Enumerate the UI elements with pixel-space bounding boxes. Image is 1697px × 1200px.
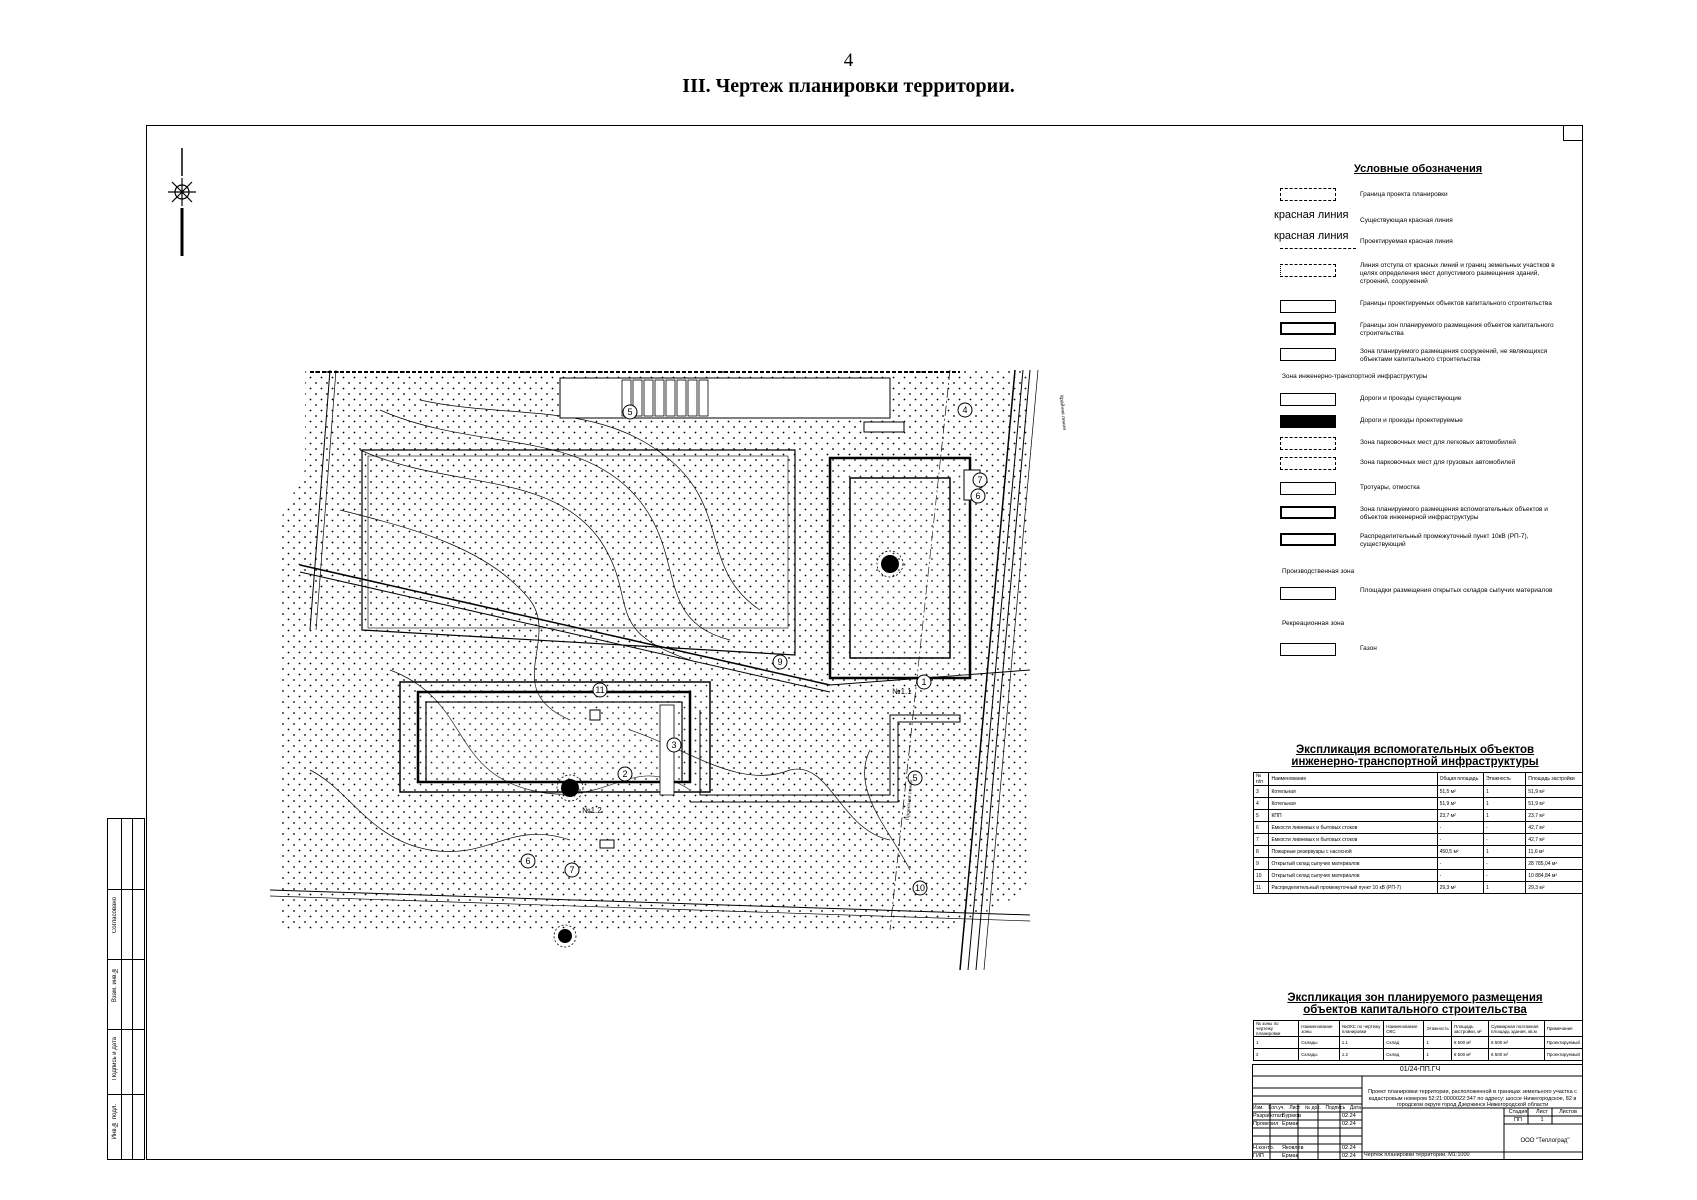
drawing-name: Чертеж планировки территории, М1:1000	[1364, 1152, 1470, 1158]
table-cell: Проектируемый	[1544, 1037, 1582, 1049]
legend-item	[1264, 230, 1564, 260]
table-row	[1254, 882, 1583, 894]
table-cell: 3	[1254, 786, 1269, 798]
zone-table-header	[1254, 1021, 1583, 1037]
role-norm-control: Н.контр.	[1253, 1145, 1275, 1151]
role-gip: ГИП	[1253, 1153, 1264, 1159]
table-cell: 450,5 м²	[1437, 846, 1483, 858]
table-header-cell: Площадь застройки, м²	[1451, 1021, 1488, 1037]
table-cell: 11,6 м²	[1526, 846, 1583, 858]
stamp-sign-label: Подпись и дата	[112, 1037, 118, 1081]
legend-symbol	[1280, 322, 1336, 335]
table-header-cell: № п/п	[1254, 773, 1269, 786]
legend-symbol	[1280, 506, 1336, 519]
table-header-cell: Примечание	[1544, 1021, 1582, 1037]
table-cell: -	[1483, 858, 1525, 870]
table-row	[1254, 1037, 1583, 1049]
table-header-cell: №ОКС по чертежу планировки	[1339, 1021, 1383, 1037]
table-cell: 10	[1254, 870, 1269, 882]
table-header-cell: Общая площадь	[1437, 773, 1483, 786]
table-cell: 42,7 м²	[1526, 822, 1583, 834]
table-cell: Открытый склад сыпучих материалов	[1269, 858, 1437, 870]
legend-text: Газон	[1360, 645, 1377, 652]
table-cell: 51,9 м²	[1526, 798, 1583, 810]
table-cell: 7	[1254, 834, 1269, 846]
table-cell: Пожарные резервуары с насосной	[1269, 846, 1437, 858]
table-cell: -	[1437, 822, 1483, 834]
table-cell: 23,7 м²	[1526, 810, 1583, 822]
zone-table	[1253, 1020, 1583, 1061]
table-row	[1254, 834, 1583, 846]
table-cell: Емкости ливневых и бытовых стоков	[1269, 822, 1437, 834]
legend-text: Границы проектируемых объектов капитального строительства	[1360, 300, 1552, 307]
legend-text: Зона парковочных мест для грузовых автомобилей	[1360, 459, 1516, 466]
table-cell: 1	[1483, 798, 1525, 810]
legend-text: Линия отступа от красных линий и границ земельных участков в целях определения мест допустимого размещения зданий, строений, сооружений	[1360, 262, 1555, 285]
role-developer: Разработал	[1253, 1113, 1283, 1119]
table-cell: Распределительный промежуточный пункт 10 кВ (РП-7)	[1269, 882, 1437, 894]
svg-text:6: 6	[975, 491, 981, 501]
table-cell: -	[1437, 858, 1483, 870]
red-line-symbol: красная линия	[1274, 230, 1349, 242]
legend-text: Зона планируемого размещения сооружений, не являющихся объектами капитального строительства	[1360, 348, 1548, 363]
name-norm-control: Яковлев	[1282, 1145, 1304, 1151]
page-title: III. Чертеж планировки территории.	[682, 75, 1015, 97]
table-cell: 51,9 м²	[1437, 798, 1483, 810]
aux-table-title-line-1: Экспликация вспомогательных объектов	[1295, 744, 1535, 756]
table-row	[1254, 810, 1583, 822]
zone-table-title-line-1: Экспликация зон планируемого размещения	[1287, 992, 1543, 1004]
road-label-right: Крайняя линия	[1058, 395, 1068, 431]
side-stamp	[107, 818, 145, 1160]
stamp-inv-label: Инв.№ подл.	[112, 1104, 118, 1140]
table-header-cell: № зоны по чертежу планировки	[1254, 1021, 1299, 1037]
table-cell: 1	[1254, 1037, 1299, 1049]
legend-item	[1264, 587, 1564, 611]
svg-text:2: 2	[622, 769, 628, 779]
table-cell: 6 500 м²	[1489, 1037, 1545, 1049]
legend-item	[1264, 262, 1564, 286]
table-header-cell: Площадь застройки	[1526, 773, 1583, 786]
svg-text:3: 3	[671, 740, 677, 750]
table-header-cell: Наименование зоны	[1299, 1021, 1340, 1037]
table-cell: 1	[1483, 786, 1525, 798]
zone-table-title	[1255, 992, 1575, 1016]
table-cell: 6 500 м²	[1451, 1037, 1488, 1049]
table-cell: -	[1483, 834, 1525, 846]
table-row	[1254, 798, 1583, 810]
north-arrow-icon	[162, 148, 202, 258]
table-cell: 1	[1424, 1049, 1451, 1061]
table-cell: 42,7 м²	[1526, 834, 1583, 846]
table-cell: Котельная	[1269, 786, 1437, 798]
zone-table-title-line-2: объектов капитального строительства	[1303, 1004, 1527, 1016]
table-header-cell: Наименование	[1269, 773, 1437, 786]
title-block-header-row	[1253, 1105, 1361, 1111]
date-developer: 02.24	[1342, 1113, 1356, 1119]
table-cell: КПП	[1269, 810, 1437, 822]
table-cell: Склады	[1299, 1049, 1340, 1061]
legend-item	[1264, 643, 1564, 667]
legend-section-infra: Зона инженерно-транспортной инфраструктуры	[1282, 373, 1428, 380]
date-norm-control: 02.24	[1342, 1145, 1356, 1151]
legend-text: Площадки размещения открытых складов сыпучих материалов	[1360, 587, 1553, 594]
legend-item	[1264, 300, 1564, 324]
date-gip: 02.24	[1342, 1153, 1356, 1159]
table-cell: 51,5 м²	[1437, 786, 1483, 798]
table-cell: Склад	[1384, 1049, 1424, 1061]
legend-item	[1264, 482, 1564, 506]
date-checker: 02.24	[1342, 1121, 1356, 1127]
table-cell: 6 500 м²	[1489, 1049, 1545, 1061]
legend-symbol	[1280, 533, 1336, 546]
legend-section-rec: Рекреационная зона	[1282, 620, 1345, 627]
stamp-agreed-label: Согласовано	[112, 897, 118, 934]
table-cell: Емкости ливневых и бытовых стоков	[1269, 834, 1437, 846]
svg-text:10: 10	[914, 883, 926, 893]
svg-text:7: 7	[569, 865, 575, 875]
name-gip: Ермак	[1282, 1153, 1298, 1159]
red-line-symbol: красная линия	[1274, 209, 1349, 221]
table-header-cell: Суммарная поэтажная площадь здания, кв.м	[1489, 1021, 1545, 1037]
svg-text:1: 1	[921, 677, 927, 687]
table-row	[1254, 870, 1583, 882]
table-cell: Проектируемый	[1544, 1049, 1582, 1061]
svg-text:5: 5	[912, 773, 918, 783]
legend-symbol	[1280, 587, 1336, 600]
legend-symbol	[1280, 457, 1336, 470]
table-cell: 1.1	[1339, 1037, 1383, 1049]
table-cell: Открытый склад сыпучих материалов	[1269, 870, 1437, 882]
legend-item	[1264, 506, 1564, 530]
legend-text: Проектируемая красная линия	[1360, 238, 1453, 245]
aux-table-title	[1255, 744, 1575, 768]
legend-title: Условные обозначения	[1354, 163, 1483, 175]
legend-text: Граница проекта планировки	[1360, 191, 1448, 198]
stage-value: ПП	[1514, 1117, 1522, 1123]
legend-item	[1264, 348, 1564, 372]
table-cell: 29,3 м²	[1526, 882, 1583, 894]
header-doc: № док.	[1304, 1105, 1321, 1111]
table-row	[1254, 846, 1583, 858]
site-plan	[270, 370, 1070, 970]
legend-item	[1264, 533, 1564, 557]
legend-section-prod: Производственная зона	[1282, 568, 1355, 575]
table-cell: -	[1437, 870, 1483, 882]
table-cell: 4	[1254, 798, 1269, 810]
legend-symbol	[1280, 348, 1336, 361]
table-row	[1254, 786, 1583, 798]
table-cell: -	[1437, 834, 1483, 846]
table-cell: 1.2	[1339, 1049, 1383, 1061]
legend-symbol	[1280, 482, 1336, 495]
organization-name: ООО "Теплоград"	[1520, 1138, 1570, 1144]
building-2-label: №1.2	[582, 806, 602, 815]
table-header-cell: Этажность	[1483, 773, 1525, 786]
table-cell: Склады	[1299, 1037, 1340, 1049]
table-cell: 1	[1483, 882, 1525, 894]
table-row	[1254, 858, 1583, 870]
legend-symbol	[1280, 300, 1336, 313]
table-cell: 8	[1254, 846, 1269, 858]
name-developer: Бурмов	[1282, 1113, 1301, 1119]
table-cell: 1	[1424, 1037, 1451, 1049]
aux-table-title-line-2: инженерно-транспортной инфраструктуры	[1291, 756, 1539, 768]
page-number: 4	[843, 50, 854, 71]
role-checker: Проверил	[1253, 1121, 1279, 1127]
legend-symbol	[1280, 188, 1336, 201]
name-checker: Ермак	[1282, 1121, 1298, 1127]
legend-item	[1264, 457, 1564, 481]
sheet-corner-mark	[1563, 126, 1582, 141]
table-row	[1254, 1049, 1583, 1061]
aux-table	[1253, 772, 1583, 894]
table-header-cell: Этажность	[1424, 1021, 1451, 1037]
legend-item	[1264, 393, 1564, 417]
stage-label: Стадия	[1508, 1109, 1528, 1115]
projected-line	[1280, 248, 1356, 249]
building-1-label: №1.1	[892, 687, 912, 696]
table-header-cell: Наименование ОКС	[1384, 1021, 1424, 1037]
legend-symbol	[1280, 264, 1336, 277]
legend-text: Дороги и проезды существующие	[1360, 395, 1462, 402]
legend-text: Границы зон планируемого размещения объектов капитального строительства	[1360, 322, 1554, 337]
aux-table-header	[1254, 773, 1583, 786]
header-sign: Подпись	[1325, 1105, 1346, 1111]
legend-symbol	[1280, 643, 1336, 656]
header-date: Дата	[1349, 1105, 1361, 1111]
svg-text:5: 5	[627, 407, 633, 417]
header-kolvo: Кол.уч.	[1268, 1105, 1285, 1111]
legend-text: Зона планируемого размещения вспомогательных объектов и объектов инженерной инфраструктуры	[1360, 506, 1548, 521]
table-cell: 23,7 м²	[1437, 810, 1483, 822]
table-cell: 1	[1483, 846, 1525, 858]
table-cell: -	[1483, 870, 1525, 882]
table-cell: -	[1483, 822, 1525, 834]
legend-symbol	[1280, 437, 1336, 450]
sheets-label: Листов	[1559, 1109, 1577, 1115]
drawing-code: 01/24-ПП.ГЧ	[1399, 1066, 1441, 1073]
header-izm: Изм.	[1253, 1105, 1264, 1111]
table-cell: Котельная	[1269, 798, 1437, 810]
legend-text: Распределительный промежуточный пункт 10кВ (РП-7), существующий	[1360, 533, 1529, 548]
table-cell: 28 785,04 м²	[1526, 858, 1583, 870]
table-cell: 2	[1254, 1049, 1299, 1061]
legend-text: Зона парковочных мест для легковых автомобилей	[1360, 439, 1516, 446]
legend-symbol	[1280, 415, 1336, 428]
table-cell: 6	[1254, 822, 1269, 834]
table-cell: 29,3 м²	[1437, 882, 1483, 894]
legend-text: Существующая красная линия	[1360, 217, 1453, 224]
sheet-value: 1	[1540, 1117, 1544, 1123]
road-label-bottom: Проектная линия	[905, 780, 915, 821]
project-description: Проект планировки территории, расположенной в границах земельного участка с кадастровым номером 52:21:0000022:347 по адресу: шоссе Нижегородское, 82 в городском округе город Дзержинск Нижегородской области	[1368, 1089, 1577, 1108]
table-row	[1254, 822, 1583, 834]
table-cell: 10 884,84 м²	[1526, 870, 1583, 882]
svg-text:11: 11	[595, 685, 605, 695]
svg-text:9: 9	[777, 657, 783, 667]
table-cell: 11	[1254, 882, 1269, 894]
sheet-label: Лист	[1536, 1109, 1548, 1115]
legend-symbol	[1280, 393, 1336, 406]
table-cell: Склад	[1384, 1037, 1424, 1049]
table-cell: 51,9 м²	[1526, 786, 1583, 798]
table-cell: 1	[1483, 810, 1525, 822]
table-cell: 6 500 м²	[1451, 1049, 1488, 1061]
legend-text: Тротуары, отмостка	[1360, 484, 1420, 491]
stamp-replace-label: Взам. инв.№	[112, 967, 118, 1003]
svg-text:7: 7	[977, 475, 983, 485]
table-cell: 5	[1254, 810, 1269, 822]
legend-item	[1264, 322, 1564, 346]
legend-text: Дороги и проезды проектируемые	[1360, 417, 1463, 424]
header-list: Лист	[1289, 1105, 1301, 1111]
svg-text:6: 6	[525, 856, 531, 866]
svg-text:4: 4	[962, 405, 968, 415]
legend-item	[1264, 415, 1564, 439]
table-cell: 9	[1254, 858, 1269, 870]
